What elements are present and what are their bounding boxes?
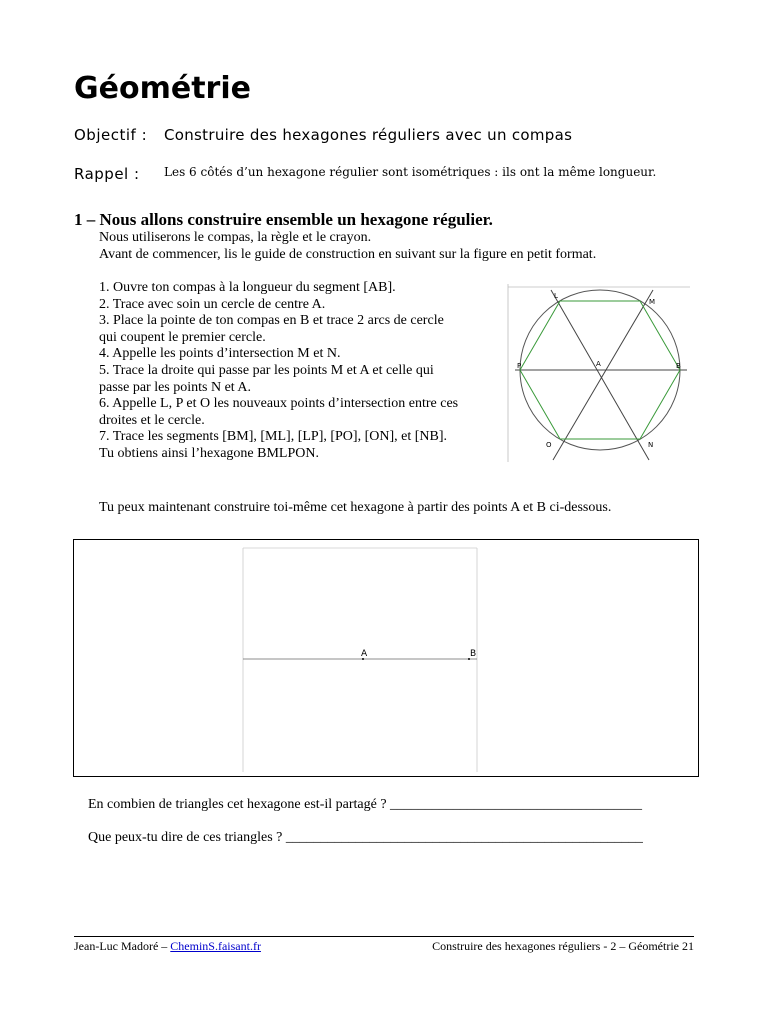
figure-label-l: L — [554, 292, 558, 300]
step-line: 2. Trace avec soin un cercle de centre A. — [99, 296, 326, 312]
point-b-label: B — [470, 649, 477, 659]
figure-label-b: B — [676, 362, 681, 370]
footer-rule — [74, 936, 694, 937]
rappel-text: Les 6 côtés d’un hexagone régulier sont isométriques : ils ont la même longueur. — [164, 165, 657, 179]
step-line: 4. Appelle les points d’intersection M et N. — [99, 346, 341, 362]
line-ln — [551, 290, 649, 460]
step-line: passe par les points N et A. — [99, 379, 252, 395]
figure-label-n: N — [648, 441, 654, 449]
step-line: 3. Place la pointe de ton compas en B et trace 2 arcs de cercle — [99, 313, 444, 329]
figure-label-a: A — [596, 360, 601, 368]
step-line: qui coupent le premier cercle. — [99, 329, 266, 345]
section-title: 1 – Nous allons construire ensemble un hexagone régulier. — [74, 210, 493, 229]
step-line: Tu obtiens ainsi l’hexagone BMLPON. — [99, 445, 319, 461]
step-line: 6. Appelle L, P et O les nouveaux points d’intersection entre ces — [99, 396, 459, 412]
objectif-text: Construire des hexagones réguliers avec un compas — [164, 126, 573, 144]
step-line: 5. Trace la droite qui passe par les points M et A et celle qui — [99, 362, 434, 378]
footer-link[interactable]: CheminS.faisant.fr — [170, 939, 261, 953]
hexagon-figure — [505, 284, 690, 462]
rappel-label: Rappel : — [74, 165, 140, 183]
figure-label-p: P — [517, 362, 522, 370]
footer-left — [74, 939, 261, 954]
intro-line: Avant de commencer, lis le guide de construction en suivant sur la figure en petit format. — [99, 246, 597, 262]
point-a-label: A — [361, 649, 368, 659]
page-title: Géométrie — [74, 71, 251, 106]
footer-author: Jean-Luc Madoré – — [74, 939, 168, 953]
step-line: 1. Ouvre ton compas à la longueur du segment [AB]. — [99, 280, 396, 295]
exercise-figure — [240, 546, 480, 774]
figure-label-m: M — [649, 298, 656, 306]
line-mo — [553, 290, 656, 460]
question-triangle-nature: Que peux-tu dire de ces triangles ? ___________________________________________________ — [88, 830, 643, 845]
step-line: droites et le cercle. — [99, 412, 205, 428]
figure-label-o: O — [546, 441, 552, 449]
question-triangle-count: En combien de triangles cet hexagone est-il partagé ? ____________________________________ — [88, 797, 643, 812]
step-line: 7. Trace les segments [BM], [ML], [LP], [PO], [ON], et [NB]. — [99, 429, 448, 445]
construction-steps — [99, 280, 458, 463]
footer-right: Construire des hexagones réguliers - 2 – Géométrie 21 — [432, 939, 694, 953]
objectif-label: Objectif : — [74, 126, 148, 144]
exercise-instruction: Tu peux maintenant construire toi-même cet hexagone à partir des points A et B ci-dessous. — [99, 500, 612, 515]
section-intro — [99, 230, 596, 263]
intro-line: Nous utiliserons le compas, la règle et le crayon. — [99, 230, 372, 245]
